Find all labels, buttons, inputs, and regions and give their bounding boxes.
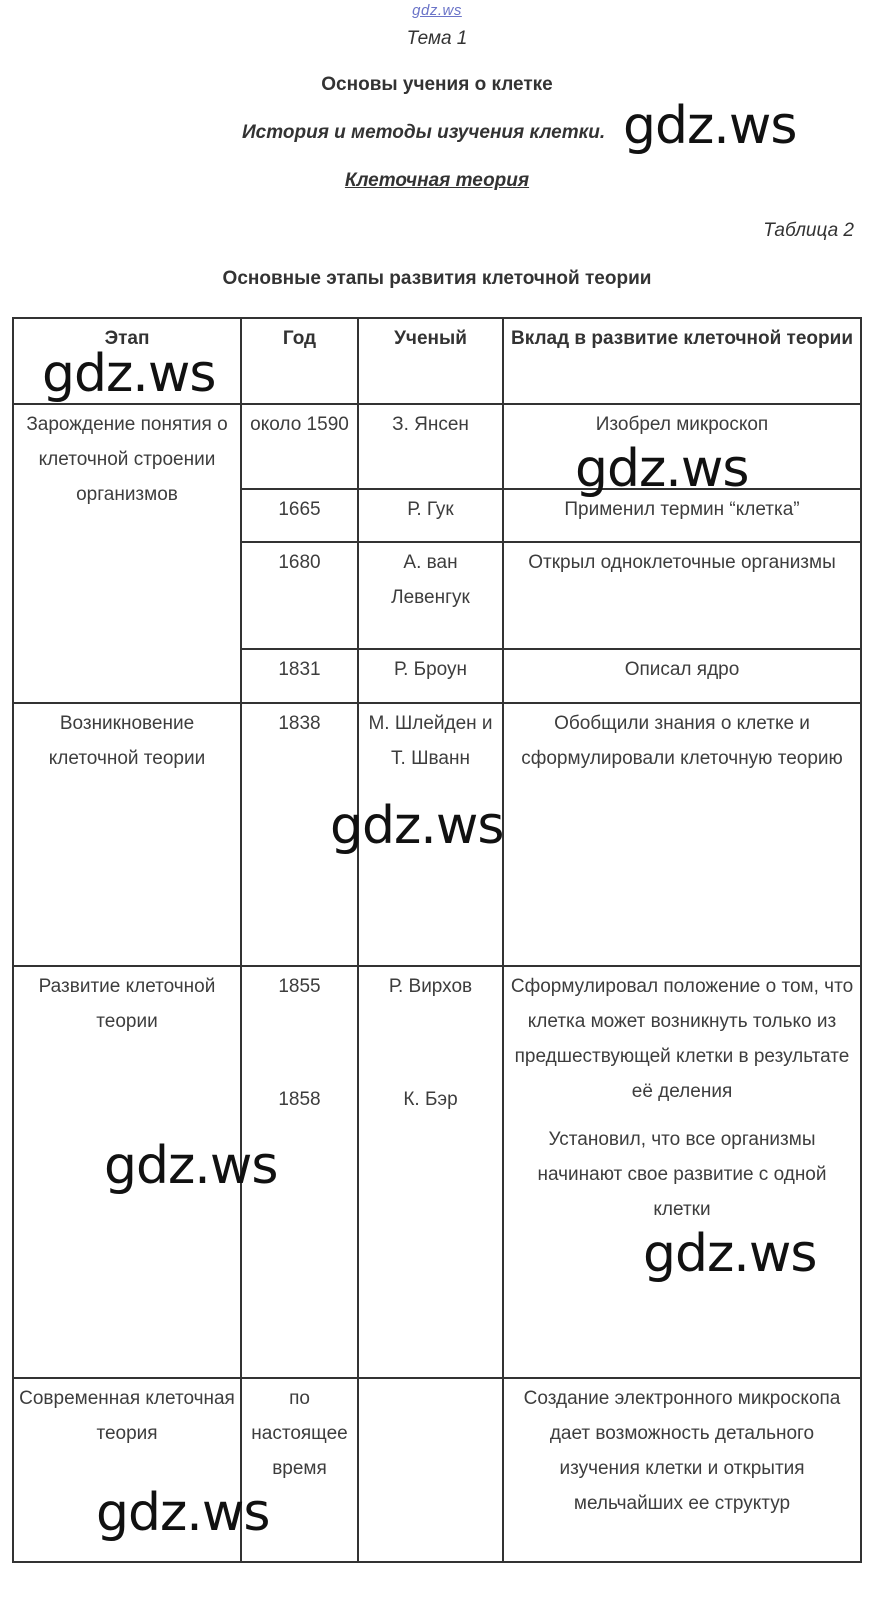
watermark: gdz.ws (96, 1483, 270, 1543)
contribution-cell: Применил термин “клетка” (503, 489, 861, 542)
year-cell: 1665 (241, 489, 358, 542)
cell-theory-table (12, 317, 862, 1563)
stage-cell: Современная клеточная теория (13, 1378, 241, 1562)
scientist-entry: К. Бэр (403, 1089, 458, 1110)
watermark: gdz.ws (575, 439, 749, 499)
watermark: gdz.ws (104, 1136, 278, 1196)
header-stage: Этап (13, 318, 241, 404)
watermark: gdz.ws (623, 96, 797, 156)
contribution-cell: Описал ядро (503, 649, 861, 703)
site-header-logo[interactable]: gdz.ws (412, 2, 462, 19)
scientist-cell: Р. Гук (358, 489, 503, 542)
scientist-entry: Р. Вирхов (388, 976, 473, 997)
contribution-cell (503, 966, 861, 1378)
contribution-cell: Изобрел микроскоп (503, 404, 861, 489)
year-cell: по настоящее время (241, 1378, 358, 1562)
watermark: gdz.ws (330, 796, 504, 856)
scientist-cell: Р. Броун (358, 649, 503, 703)
table-label: Таблица 2 (763, 220, 854, 241)
year-entry: 1858 (278, 1089, 321, 1110)
year-cell: 1831 (241, 649, 358, 703)
scientist-cell: А. ван Левенгук (358, 542, 503, 649)
subsection-title: История и методы изучения клетки. (242, 122, 606, 143)
watermark: gdz.ws (42, 344, 216, 404)
watermark: gdz.ws (643, 1224, 817, 1284)
scientist-cell: М. Шлейден и Т. Шванн (358, 703, 503, 966)
contribution-cell: Создание электронного микроскопа дает возможность детального изучения клетки и открытия мельчайших ее структур (503, 1378, 861, 1562)
contribution-cell: Открыл одноклеточные организмы (503, 542, 861, 649)
stage-cell: Зарождение понятия о клеточной строении организмов (13, 404, 241, 703)
contribution-entry: Сформулировал положение о том, что клетка может возникнуть только из предшествующей клетки в результате её деления (510, 976, 854, 1102)
header-year: Год (241, 318, 358, 404)
section-title: Основы учения о клетке (321, 74, 553, 95)
year-entry: 1855 (278, 976, 321, 997)
year-cell: около 1590 (241, 404, 358, 489)
scientist-cell (358, 1378, 503, 1562)
topic-number: Тема 1 (406, 28, 468, 49)
stage-cell: Развитие клеточной теории (13, 966, 241, 1378)
header-contribution: Вклад в развитие клеточной теории (503, 318, 861, 404)
scientist-cell (358, 966, 503, 1378)
table-title: Основные этапы развития клеточной теории (222, 268, 652, 289)
subtopic-title: Клеточная теория (344, 170, 530, 191)
stage-cell: Возникновение клеточной теории (13, 703, 241, 966)
contribution-cell: Обобщили знания о клетке и сформулировали клеточную теорию (503, 703, 861, 966)
scientist-cell: З. Янсен (358, 404, 503, 489)
contribution-entry: Установил, что все организмы начинают свое развитие с одной клетки (537, 1129, 827, 1220)
year-cell: 1680 (241, 542, 358, 649)
year-cell: 1838 (241, 703, 358, 966)
header-scientist: Ученый (358, 318, 503, 404)
